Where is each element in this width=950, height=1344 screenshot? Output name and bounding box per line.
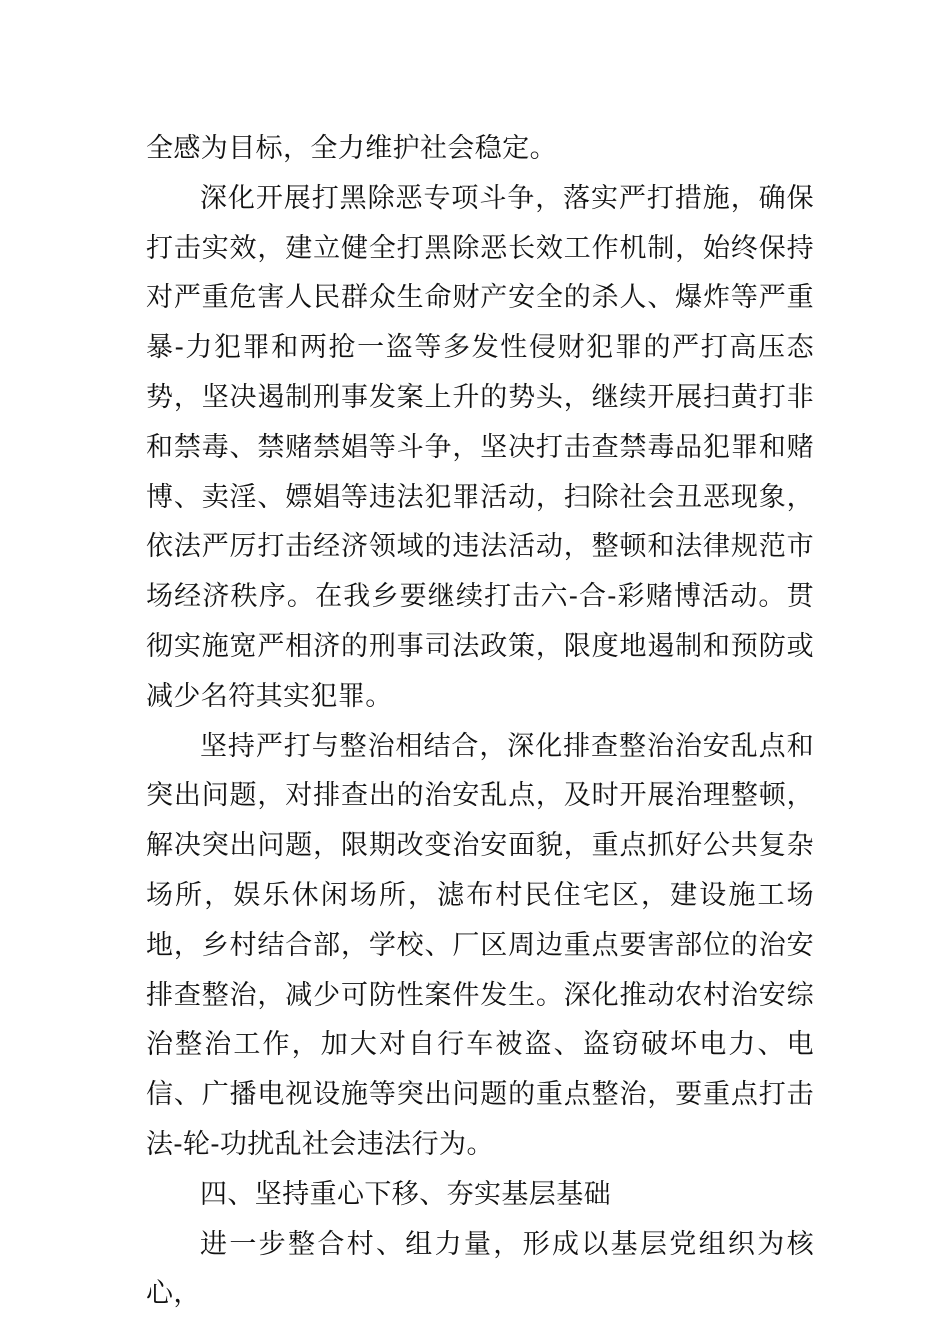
paragraph-continuation: 全感为目标，全力维护社会稳定。 — [146, 133, 557, 164]
paragraph-crackdown: 深化开展打黑除恶专项斗争，落实严打措施，确保打击实效，建立健全打黑除恶长效工作机制，始终保持对严重危害人民群众生命财产安全的杀人、爆炸等严重暴-力犯罪和两抢一盗等多发性侵财犯罪的严打高压态势，坚决遏制刑事发案上升的势头，继续开展扫黄打非和禁毒、禁赌禁娼等斗争，坚决打击查禁毒品犯罪和赌博、卖淫、嫖娼等违法犯罪活动，扫除社会丑恶现象，依法严厉打击经济领域的违法活动，整顿和法律规范市场经济秩序。在我乡要继续打击六-合-彩赌博活动。贯彻实施宽严相济的刑事司法政策，限度地遏制和预防或减少名符其实犯罪。 — [146, 182, 814, 712]
paragraph-grassroots: 进一步整合村、组力量，形成以基层党组织为核心， — [146, 1228, 814, 1310]
document-body — [146, 124, 814, 1319]
section-heading-four: 四、坚持重心下移、夯实基层基础 — [200, 1178, 611, 1210]
paragraph-rectification: 坚持严打与整治相结合，深化排查整治治安乱点和突出问题，对排查出的治安乱点，及时开展治理整顿，解决突出问题，限期改变治安面貌，重点抓好公共复杂场所，娱乐休闲场所，滤布村民住宅区，建设施工场地，乡村结合部，学校、厂区周边重点要害部位的治安排查整治，减少可防性案件发生。深化推动农村治安综治整治工作，加大对自行车被盗、盗窃破坏电力、电信、广播电视设施等突出问题的重点整治，要重点打击法-轮-功扰乱社会违法行为。 — [146, 730, 814, 1160]
